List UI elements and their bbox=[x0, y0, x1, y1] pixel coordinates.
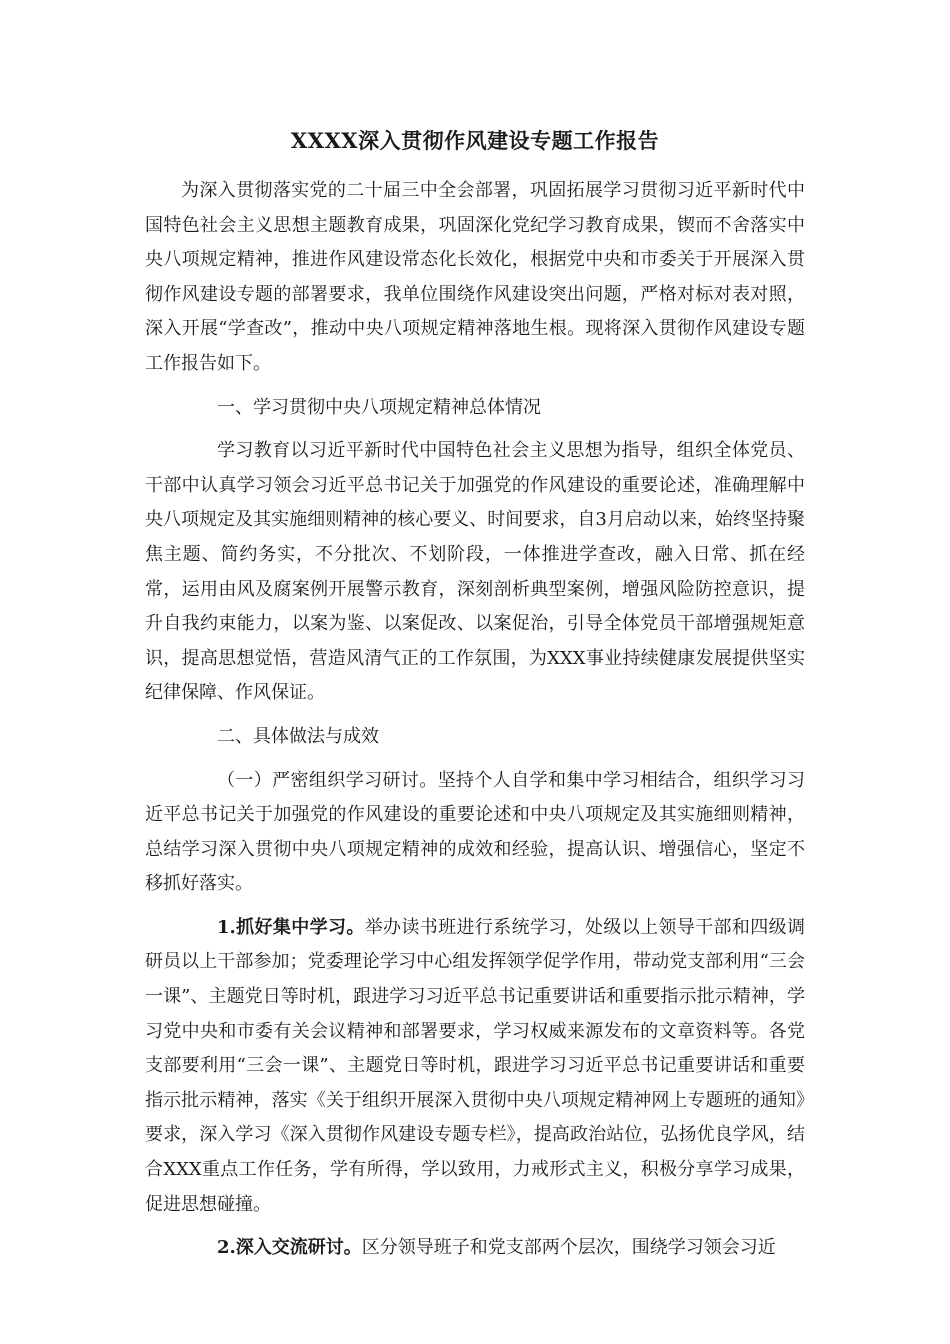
item-2-paragraph bbox=[145, 1231, 805, 1266]
item-2-body: 区分领导班子和党支部两个层次，围绕学习领会习近 bbox=[361, 1237, 776, 1259]
section-heading-2: 二、具体做法与成效 bbox=[217, 725, 379, 747]
section-1-paragraph: 学习教育以习近平新时代中国特色社会主义思想为指导，组织全体党员、干部中认真学习领会习近平总书记关于加强党的作风建设的重要论述，准确理解中央八项规定及其实施细则精神的核心要义、时间要求，自3月启动以来，始终坚持聚焦主题、简约务实，不分批次、不划阶段，一体推进学查改，融入日常、抓在经常，运用由风及腐案例开展警示教育，深刻剖析典型案例，增强风险防控意识，提升自我约束能力，以案为鉴、以案促改、以案促治，引导全体党员干部增强规矩意识，提高思想觉悟，营造风清气正的工作氛围，为XXX事业持续健康发展提供坚实纪律保障、作风保证。 bbox=[145, 440, 805, 704]
subsection-1-paragraph: （一）严密组织学习研讨。坚持个人自学和集中学习相结合，组织学习习近平总书记关于加强党的作风建设的重要论述和中央八项规定及其实施细则精神，总结学习深入贯彻中央八项规定精神的成效和经验，提高认识、增强信心，坚定不移抓好落实。 bbox=[145, 769, 805, 895]
item-2-lead: 2.深入交流研讨。 bbox=[217, 1237, 362, 1259]
intro-paragraph: 为深入贯彻落实党的二十届三中全会部署，巩固拓展学习贯彻习近平新时代中国特色社会主义思想主题教育成果，巩固深化党纪学习教育成果，锲而不舍落实中央八项规定精神，推进作风建设常态化长效化，根据党中央和市委关于开展深入贯彻作风建设专题的部署要求，我单位围绕作风建设突出问题，严格对标对表对照，深入开展“学查改”，推动中央八项规定精神落地生根。现将深入贯彻作风建设专题工作报告如下。 bbox=[145, 180, 805, 374]
document-title: XXXX深入贯彻作风建设专题工作报告 bbox=[290, 128, 660, 153]
document-body bbox=[145, 174, 805, 1266]
section-heading-1: 一、学习贯彻中央八项规定精神总体情况 bbox=[217, 396, 541, 418]
item-1-body: 举办读书班进行系统学习，处级以上领导干部和四级调研员以上干部参加；党委理论学习中心组发挥领学促学作用，带动党支部利用“三会一课”、主题党日等时机，跟进学习习近平总书记重要讲话和重要指示批示精神，学习党中央和市委有关会议精神和部署要求，学习权威来源发布的文章资料等。各党支部要利用“三会一课”、主题党日等时机，跟进学习习近平总书记重要讲话和重要指示批示精神，落实《关于组织开展深入贯彻中央八项规定精神网上专题班的通知》要求，深入学习《深入贯彻作风建设专题专栏》，提高政治站位，弘扬优良学风，结合XXX重点工作任务，学有所得，学以致用，力戒形式主义，积极分享学习成果，促进思想碰撞。 bbox=[145, 916, 805, 1215]
item-1-paragraph bbox=[145, 911, 805, 1222]
item-1-lead: 1.抓好集中学习。 bbox=[217, 916, 365, 938]
